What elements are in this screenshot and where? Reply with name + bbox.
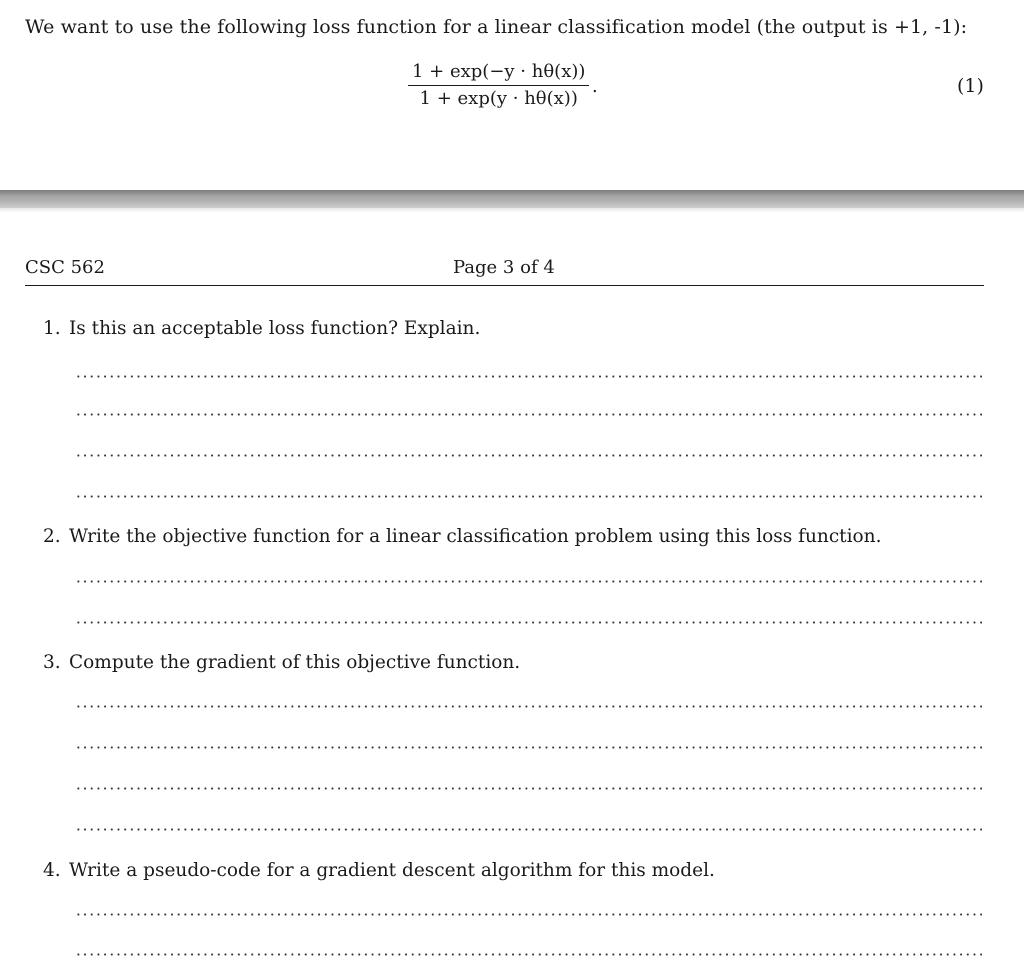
question-number: 4. bbox=[43, 860, 61, 881]
header-rule bbox=[25, 285, 984, 286]
answer-line[interactable] bbox=[75, 375, 982, 378]
question-text: Write a pseudo-code for a gradient descent algorithm for this model. bbox=[69, 860, 715, 881]
question-text: Compute the gradient of this objective function. bbox=[69, 652, 521, 673]
equation-label: (1) bbox=[957, 75, 984, 97]
page-number: Page 3 of 4 bbox=[453, 257, 555, 278]
answer-line[interactable] bbox=[75, 454, 982, 457]
loss-fraction bbox=[408, 60, 589, 111]
course-code: CSC 562 bbox=[25, 257, 105, 278]
page-break-shadow bbox=[0, 208, 1024, 213]
loss-equation bbox=[408, 60, 598, 111]
intro-text: We want to use the following loss function for a linear classification model (the output is +1, -1): bbox=[25, 16, 968, 38]
question-text: Write the objective function for a linear classification problem using this loss function. bbox=[69, 526, 882, 547]
page-break-separator bbox=[0, 190, 1024, 208]
answer-line[interactable] bbox=[75, 413, 982, 416]
question-text: Is this an acceptable loss function? Explain. bbox=[69, 318, 481, 339]
answer-line[interactable] bbox=[75, 495, 982, 498]
answer-line[interactable] bbox=[75, 787, 982, 790]
question-2 bbox=[43, 526, 881, 547]
equation-period: . bbox=[592, 76, 598, 97]
answer-line[interactable] bbox=[75, 913, 982, 916]
question-1 bbox=[43, 318, 480, 339]
question-4 bbox=[43, 860, 715, 881]
equation-denominator: 1 + exp(y · hθ(x)) bbox=[419, 88, 578, 109]
question-number: 1. bbox=[43, 318, 61, 339]
answer-line[interactable] bbox=[75, 705, 982, 708]
answer-line[interactable] bbox=[75, 621, 982, 624]
question-number: 2. bbox=[43, 526, 61, 547]
answer-line[interactable] bbox=[75, 953, 982, 956]
equation-numerator: 1 + exp(−y · hθ(x)) bbox=[408, 60, 589, 86]
answer-line[interactable] bbox=[75, 746, 982, 749]
answer-line[interactable] bbox=[75, 580, 982, 583]
question-number: 3. bbox=[43, 652, 61, 673]
question-3 bbox=[43, 652, 520, 673]
answer-line[interactable] bbox=[75, 828, 982, 831]
